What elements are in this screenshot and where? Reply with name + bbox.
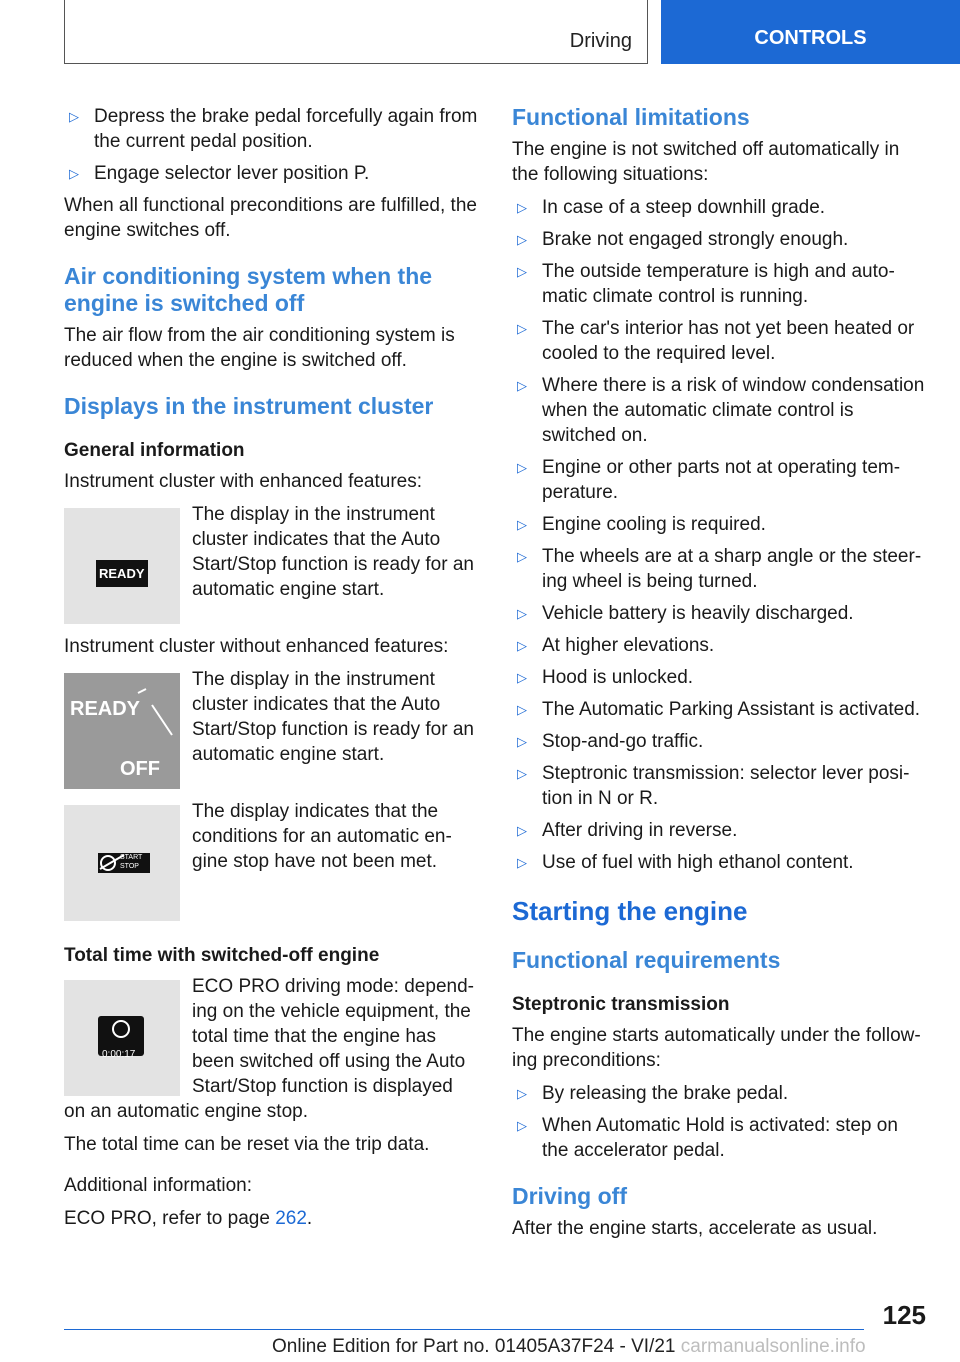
triangle-bullet-icon: ▷: [69, 166, 79, 181]
heading-starting-engine: Starting the engine: [512, 896, 748, 926]
watermark: carmanualsonline.info: [680, 1336, 866, 1357]
paragraph: The engine starts automatically under the following preconditions:: [512, 1025, 921, 1071]
paragraph: After the engine starts, accelerate as usual.: [512, 1218, 878, 1239]
eco-pro-timer-image: 0:00:17: [64, 980, 180, 1096]
paragraph: The engine is not switched off automatically in the following situations:: [512, 139, 900, 185]
triangle-bullet-icon: ▷: [517, 855, 527, 870]
figure-caption: ECO PRO driving mode: depending on the vehicle equipment, the total time that the engine has been switched off using the Auto Start/Stop function is displayed: [192, 976, 474, 1097]
heading-steptronic: Steptronic transmission: [512, 994, 730, 1015]
page-link[interactable]: 262: [275, 1208, 307, 1229]
list-item: ▷ Hood is unlocked.: [517, 667, 694, 688]
paragraph: on an automatic engine stop.: [64, 1101, 309, 1122]
list-item: ▷ Use of fuel with high ethanol content.: [517, 852, 854, 873]
ready-off-gauge-image: READY OFF: [64, 673, 180, 789]
paragraph: The air flow from the air conditioning system is reduced when the engine is switched off.: [64, 325, 455, 371]
list-item: ▷ Engine or other parts not at operating temperature.: [517, 457, 901, 503]
figure-caption: The display indicates that the conditions for an automatic engine stop have not been met.: [192, 801, 452, 872]
triangle-bullet-icon: ▷: [517, 766, 527, 781]
list-item: ▷ In case of a steep downhill grade.: [517, 197, 826, 218]
paragraph: Instrument cluster without enhanced features:: [64, 636, 449, 657]
triangle-bullet-icon: ▷: [517, 264, 527, 279]
list-item: ▷ By releasing the brake pedal.: [517, 1083, 789, 1104]
list-item: ▷ At higher elevations.: [517, 635, 715, 656]
triangle-bullet-icon: ▷: [517, 460, 527, 475]
list-item: ▷ After driving in reverse.: [517, 820, 738, 841]
heading-displays: Displays in the instrument cluster: [64, 393, 434, 419]
triangle-bullet-icon: ▷: [517, 823, 527, 838]
triangle-bullet-icon: ▷: [517, 1086, 527, 1101]
heading-functional-limitations: Functional limitations: [512, 104, 750, 130]
heading-general-information: General information: [64, 440, 245, 461]
eco-pro-reference: ECO PRO, refer to page 262.: [64, 1208, 313, 1229]
limitations-list: [512, 195, 928, 875]
paragraph: When all functional preconditions are fulfilled, the engine switches off.: [64, 195, 477, 241]
preconditions-list: [512, 1081, 928, 1163]
heading-functional-requirements: Functional requirements: [512, 947, 781, 973]
footer-divider: [64, 1329, 864, 1330]
triangle-bullet-icon: ▷: [517, 232, 527, 247]
list-item: ▷ Depress the brake pedal forcefully again from the current pedal position.: [69, 106, 478, 152]
list-item: ▷ Engage selector lever position P.: [69, 163, 370, 184]
triangle-bullet-icon: ▷: [517, 1118, 527, 1133]
auto-start-stop-icon: [64, 980, 180, 1096]
list-item: ▷ The Automatic Parking Assistant is activated.: [517, 699, 921, 720]
triangle-bullet-icon: ▷: [517, 378, 527, 393]
paragraph: Additional information:: [64, 1175, 252, 1196]
page-number: 125: [882, 1300, 926, 1330]
header-tab-controls[interactable]: CONTROLS: [661, 0, 960, 64]
list-item: ▷ The outside temperature is high and automatic climate control is running.: [517, 261, 895, 307]
paragraph: The total time can be reset via the trip data.: [64, 1134, 430, 1155]
triangle-bullet-icon: ▷: [69, 109, 79, 124]
gauge-needle-icon: [64, 673, 180, 789]
list-item: ▷ Vehicle battery is heavily discharged.: [517, 603, 854, 624]
list-item: ▷ Steptronic transmission: selector lever position in N or R.: [517, 763, 910, 809]
left-column: [64, 104, 480, 1239]
list-item: ▷ Brake not engaged strongly enough.: [517, 229, 849, 250]
header-box: [64, 0, 648, 64]
triangle-bullet-icon: ▷: [517, 517, 527, 532]
triangle-bullet-icon: ▷: [517, 200, 527, 215]
footer-edition: Online Edition for Part no. 01405A37F24 - VI/21 carmanualsonline.info: [272, 1336, 866, 1357]
ready-display-image: READY: [64, 508, 180, 624]
heading-total-time: Total time with switched-off engine: [64, 945, 380, 966]
heading-air-conditioning: Air conditioning system when the engine is switched off: [64, 263, 433, 316]
triangle-bullet-icon: ▷: [517, 606, 527, 621]
figure-row: [64, 799, 480, 921]
triangle-bullet-icon: ▷: [517, 549, 527, 564]
figure-caption: The display in the instrument cluster indicates that the Auto Start/Stop function is ready for an automatic engine start.: [192, 504, 474, 600]
triangle-bullet-icon: ▷: [517, 321, 527, 336]
figure-caption: The display in the instrument cluster indicates that the Auto Start/Stop function is ready for an automatic engine start.: [192, 669, 474, 765]
list-item: ▷ The wheels are at a sharp angle or the steering wheel is being turned.: [517, 546, 922, 592]
triangle-bullet-icon: ▷: [517, 638, 527, 653]
triangle-bullet-icon: ▷: [517, 734, 527, 749]
paragraph: Instrument cluster with enhanced features:: [64, 471, 423, 492]
list-item: ▷ The car's interior has not yet been heated or cooled to the required level.: [517, 318, 915, 364]
figure-row: [64, 502, 480, 624]
header-section: Driving: [569, 30, 632, 52]
list-item: ▷ When Automatic Hold is activated: step on the accelerator pedal.: [517, 1115, 898, 1161]
figure-row: [64, 667, 480, 789]
triangle-bullet-icon: ▷: [517, 670, 527, 685]
right-column: [512, 104, 928, 1249]
list-item: ▷ Engine cooling is required.: [517, 514, 766, 535]
list-item: ▷ Where there is a risk of window condensation when the automatic climate control is switched on.: [517, 375, 925, 446]
heading-driving-off: Driving off: [512, 1183, 627, 1209]
list-item: ▷ Stop-and-go traffic.: [517, 731, 704, 752]
start-stop-crossed-image: START STOP: [64, 805, 180, 921]
figure-row: [64, 974, 480, 1099]
triangle-bullet-icon: ▷: [517, 702, 527, 717]
